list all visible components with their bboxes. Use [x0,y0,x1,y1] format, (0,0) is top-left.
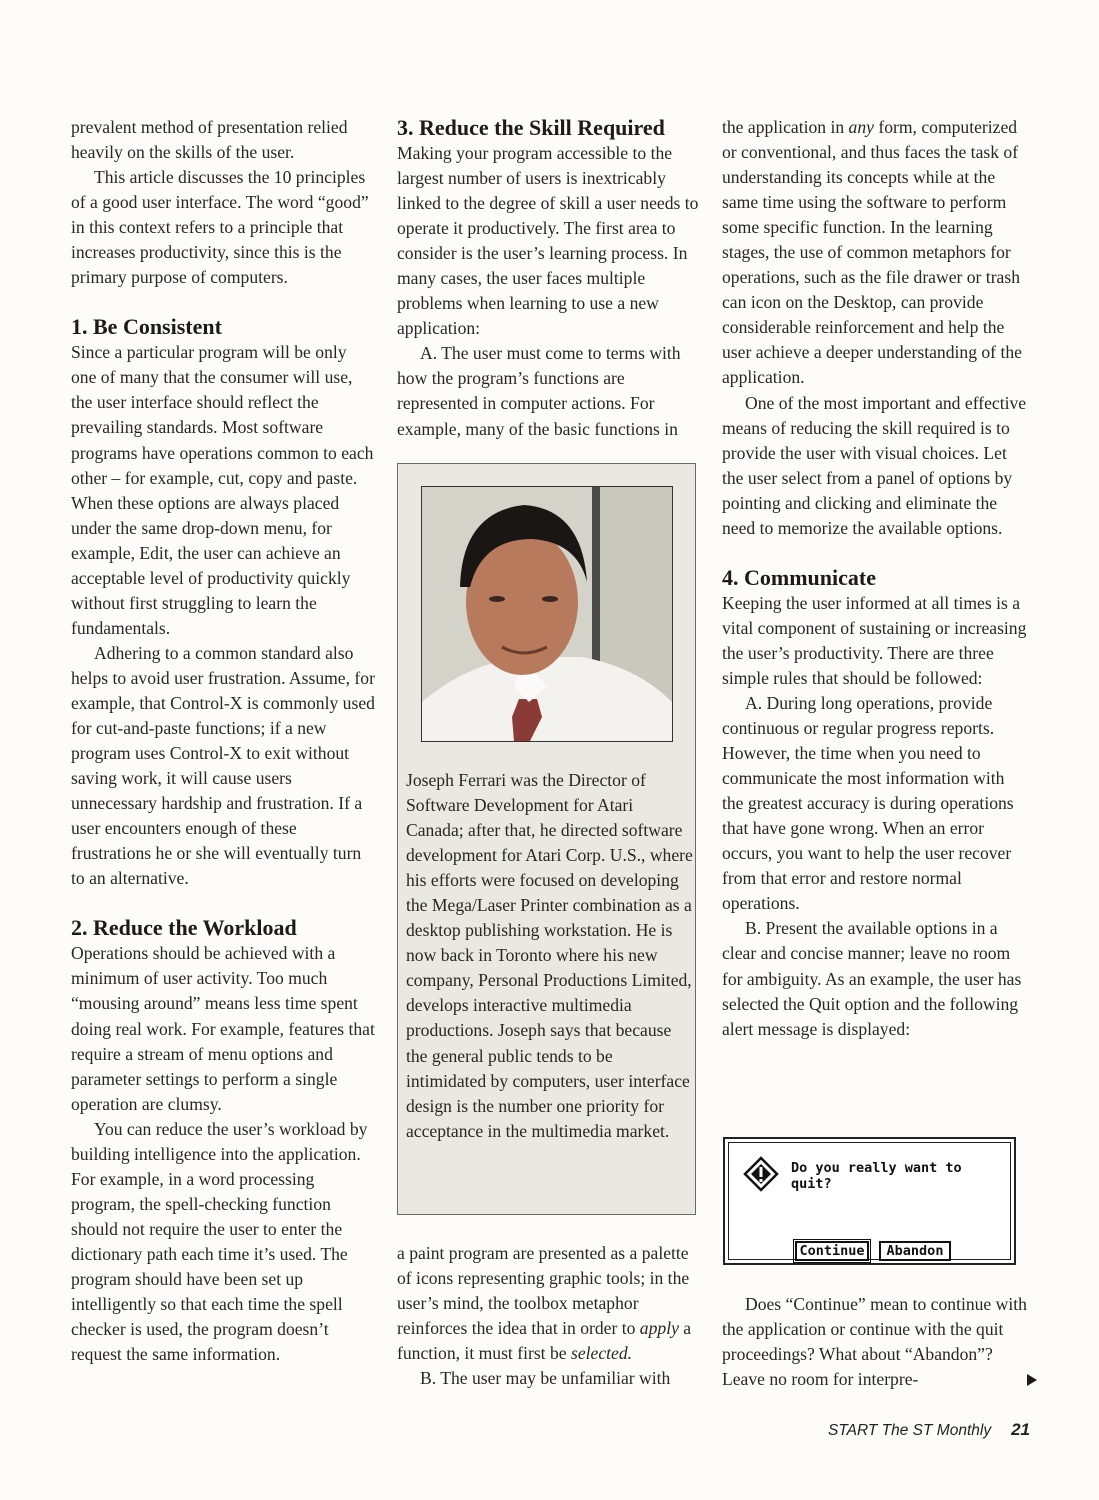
paragraph: A. During long operations, provide continuous or regular progress reports. However, the time when you need to communicate the most information with the greatest accuracy is during operations that have gone wrong. When an error occurs, you want to help the user recover from that error and restore normal operations. [722,692,1014,914]
paragraph: Operations should be achieved with a minimum of user activity. Too much “mousing around” means less time spent doing real work. For example, features that require a stream of menu options and parameter settings to perform a single operation are clumsy. [71,943,375,1114]
section-heading: 1. Be Consistent [71,314,222,340]
column-1 [71,115,376,1367]
page-number: 21 [1011,1420,1030,1439]
abandon-button[interactable]: Abandon [879,1241,951,1261]
paragraph: the application in any form, computerized or conventional, and thus faces the task of understanding its concepts while at the same time using the software to perform some specific function. In the learning stages, the use of common metaphors for operations, such as the file drawer or trash can icon on the Desktop, can provide considerable reinforcement and help the user achieve a deeper understanding of the application. [722,117,1022,388]
paragraph: B. Present the available options in a clear and concise manner; leave no room for ambiguity. As an example, the user has selected the Quit option and the following alert message is displayed: [722,918,1022,1039]
section-heading: 3. Reduce the Skill Required [397,115,665,140]
alert-dialog [723,1137,1016,1265]
caption-text: Joseph Ferrari was the Director of Software Development for Atari Canada; after that, he directed software development for Atari Corp. U.S., where his efforts were focused on developing the Mega/Laser Printer combination as a desktop publishing workstation. He is now back in Toronto where his new company, Personal Productions Limited, develops interactive multimedia productions. Joseph says that because the general public tends to be intimidated by computers, user interface design is the number one priority for acceptance in the multimedia market. [406,770,693,1141]
alert-message: Do you really want to quit? [791,1160,962,1192]
photo-caption [406,768,694,1144]
paragraph: This article discusses the 10 principles of a good user interface. The word “good” in this context refers to a principle that increases productivity, since this is the primary purpose of computers. [71,167,369,288]
paragraph: A. The user must come to terms with how the program’s functions are represented in computer actions. For example, many of the basic functions in [397,343,681,439]
magazine-name: START The ST Monthly [827,1422,992,1439]
page-footer [790,1420,1030,1440]
exclamation-diamond-icon [743,1156,779,1197]
column-2 [397,115,702,442]
section-heading: 2. Reduce the Workload [71,915,297,941]
paragraph: a paint program are presented as a palette of icons representing graphic tools; in the user’s mind, the toolbox metaphor reinforces the idea that in order to apply a function, it must first be selected. [397,1243,692,1364]
author-photo [421,486,673,742]
paragraph: Keeping the user informed at all times is a vital component of sustaining or increasing the user’s productivity. There are three simple rules that should be followed: [722,592,1027,688]
column-2-continued [397,1241,702,1391]
column-3 [722,115,1030,1042]
paragraph: prevalent method of presentation relied heavily on the skills of the user. [71,117,348,163]
paragraph: Since a particular program will be only one of many that the consumer will use, the user interface should reflect the prevailing standards. Most software programs have operations common to each other – for example, cut, copy and paste. When these options are always placed under the same drop-down menu, for example, Edit, the user can achieve an acceptable level of productivity quickly without first struggling to learn the fundamentals. [71,342,374,638]
continued-arrow-icon [1027,1374,1037,1386]
paragraph: B. The user may be unfamiliar with [420,1368,671,1389]
continue-button[interactable]: Continue [795,1241,869,1261]
author-sidebar [397,463,696,1215]
paragraph: Adhering to a common standard also helps to avoid user frustration. Assume, for example, that Control-X is commonly used for cut-and-paste functions; if a new program uses Control-X to exit without saving work, it will cause users unnecessary hardship and frustration. If a user encounters enough of these frustrations he or she will eventually turn to an alternative. [71,642,375,889]
column-3-continued [722,1292,1030,1392]
paragraph: Making your program accessible to the largest number of users is inextricably linked to the degree of skill a user needs to operate it productively. The first area to consider is the user’s learning process. In many cases, the user faces multiple problems when learning to use a new application: [397,143,699,339]
paragraph: Does “Continue” mean to continue with the application or continue with the quit proceedings? What about “Abandon”? Leave no room for interpre- [722,1294,1027,1390]
section-heading: 4. Communicate [722,564,876,590]
paragraph: You can reduce the user’s workload by building intelligence into the application. For example, in a word processing program, the spell-checking function should not require the user to enter the dictionary path each time it’s used. The program should have been set up intelligently so that each time the spell checker is used, the program doesn’t request the same information. [71,1118,368,1365]
paragraph: One of the most important and effective means of reducing the skill required is to provide the user with visual choices. Let the user select from a panel of options by pointing and clicking and eliminate the need to memorize the available options. [722,392,1027,538]
